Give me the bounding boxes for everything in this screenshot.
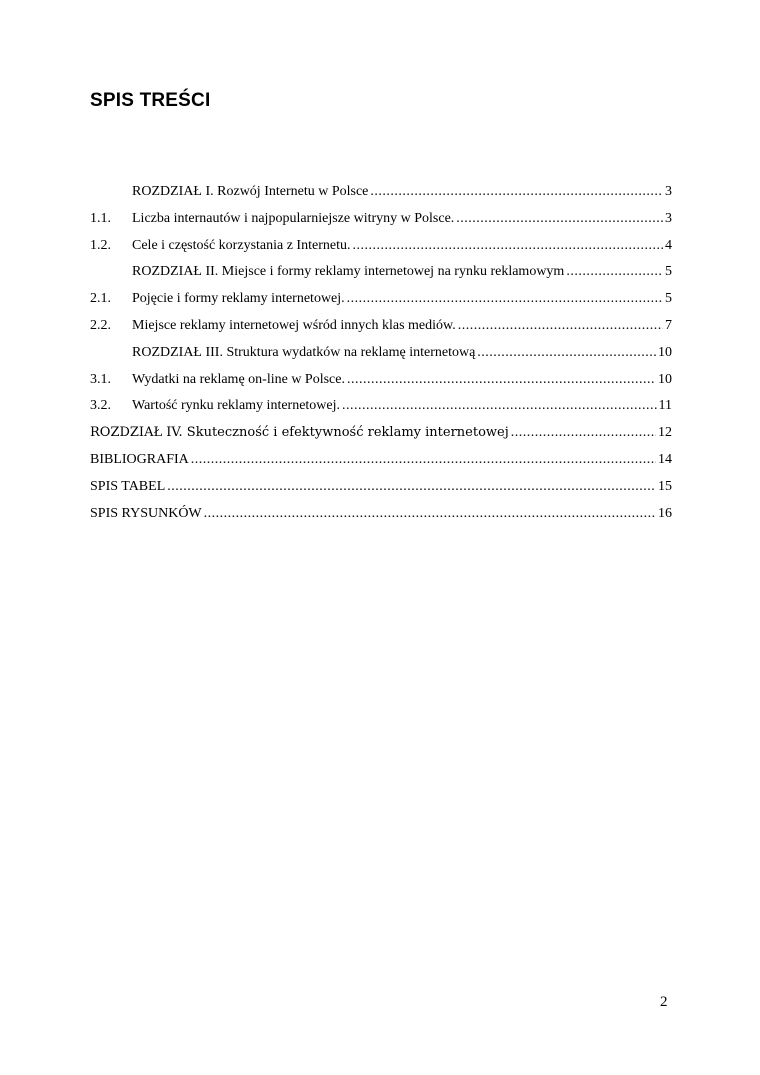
toc-entry <box>90 425 672 452</box>
toc-entry-number: 1.2. <box>90 237 111 253</box>
toc-leader-dots <box>352 238 663 254</box>
toc-leader-dots <box>204 506 656 522</box>
toc-leader-dots <box>458 318 663 334</box>
toc-entry-page: 7 <box>665 317 672 333</box>
toc-entry-number: 2.2. <box>90 317 111 333</box>
toc-entry-number: 3.1. <box>90 371 111 387</box>
toc-entry-label: Miejsce reklamy internetowej wśród innych klas mediów. <box>132 317 456 333</box>
toc-entry-page: 10 <box>658 371 672 387</box>
toc-leader-dots <box>566 264 663 280</box>
toc-entry <box>90 184 672 211</box>
toc-entry-label: ROZDZIAŁ III. Struktura wydatków na reklamę internetową <box>132 344 476 360</box>
toc-entry <box>90 452 672 479</box>
toc-leader-dots <box>347 291 663 307</box>
toc-entry <box>90 506 672 533</box>
toc-entry-page: 15 <box>658 478 672 494</box>
toc-entry-page: 3 <box>665 184 672 199</box>
toc-entry-label: Pojęcie i formy reklamy internetowej. <box>132 291 345 307</box>
toc-leader-dots <box>477 345 656 361</box>
toc-entry <box>90 291 672 318</box>
toc-entry-label: ROZDZIAŁ I. Rozwój Internetu w Polsce <box>132 184 369 199</box>
toc-entry-number: 1.1. <box>90 210 111 226</box>
toc-entry-label: Liczba internautów i najpopularniejsze witryny w Polsce. <box>132 210 455 226</box>
toc-entry-number: 2.1. <box>90 291 111 307</box>
table-of-contents <box>90 184 672 532</box>
toc-leader-dots <box>167 479 656 495</box>
toc-entry <box>90 318 672 345</box>
toc-leader-dots <box>511 425 656 441</box>
toc-leader-dots <box>456 211 663 227</box>
toc-entry-label: Cele i częstość korzystania z Internetu. <box>132 237 351 253</box>
toc-entry-page: 5 <box>665 264 672 280</box>
toc-entry-page: 12 <box>658 425 672 441</box>
toc-entry-page: 16 <box>658 505 672 521</box>
toc-entry <box>90 264 672 291</box>
toc-entry-page: 10 <box>658 344 672 360</box>
toc-entry-number: 3.2. <box>90 398 111 414</box>
toc-entry-page: 14 <box>658 451 672 467</box>
toc-entry <box>90 345 672 372</box>
toc-entry-page: 4 <box>665 237 672 253</box>
page-title: SPIS TREŚCI <box>90 90 211 111</box>
toc-entry-label: ROZDZIAŁ IV. Skuteczność i efektywność reklamy internetowej <box>90 425 509 441</box>
toc-entry-label: Wydatki na reklamę on-line w Polsce. <box>132 371 345 387</box>
toc-entry-page: 3 <box>665 210 672 226</box>
toc-entry <box>90 238 672 265</box>
toc-entry <box>90 372 672 399</box>
toc-entry-label: SPIS TABEL <box>90 478 166 494</box>
toc-leader-dots <box>370 184 663 200</box>
toc-entry-page: 11 <box>658 398 672 414</box>
page-number: 2 <box>660 994 668 1010</box>
toc-entry-label: SPIS RYSUNKÓW <box>90 505 202 521</box>
toc-entry <box>90 211 672 238</box>
toc-entry-page: 5 <box>665 291 672 307</box>
toc-entry <box>90 479 672 506</box>
toc-leader-dots <box>342 398 656 414</box>
toc-entry-label: ROZDZIAŁ II. Miejsce i formy reklamy internetowej na rynku reklamowym <box>132 264 565 280</box>
toc-entry-label: BIBLIOGRAFIA <box>90 451 189 467</box>
toc-leader-dots <box>191 452 656 468</box>
toc-entry-label: Wartość rynku reklamy internetowej. <box>132 398 341 414</box>
toc-leader-dots <box>347 372 656 388</box>
toc-entry <box>90 398 672 425</box>
